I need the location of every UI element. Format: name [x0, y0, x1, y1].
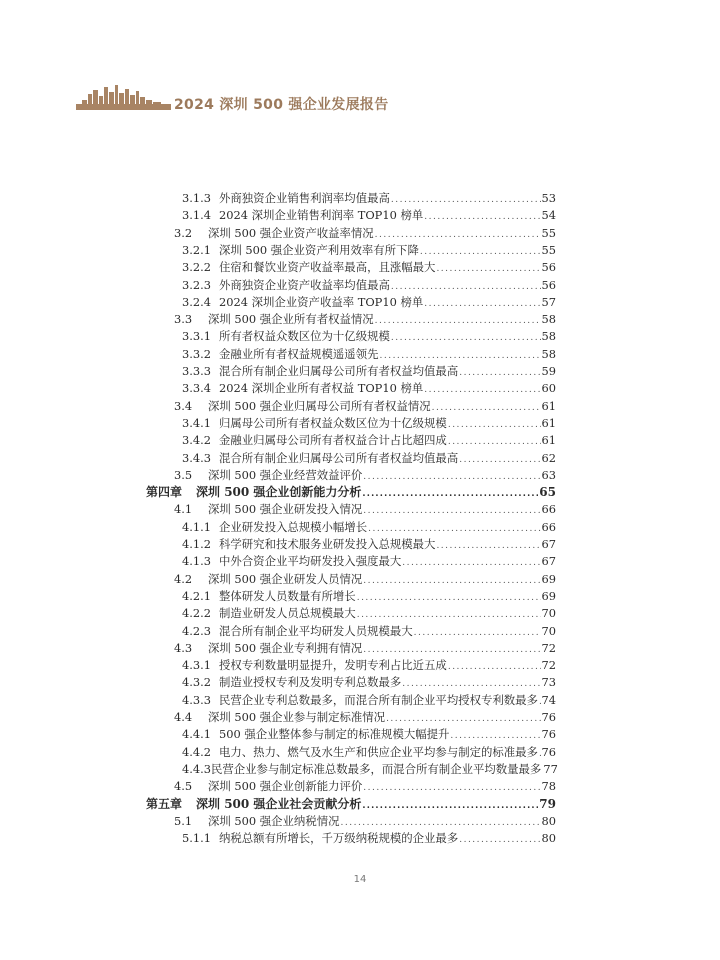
dot-leader	[432, 397, 541, 415]
dot-leader	[448, 656, 541, 674]
toc-number: 3.3.3	[182, 364, 211, 378]
toc-page-number: 66	[541, 519, 556, 534]
toc-number: 3.4	[174, 398, 193, 413]
toc-number: 3.1.3	[182, 191, 211, 205]
dot-leader	[402, 552, 540, 570]
toc-page-number: 67	[541, 554, 556, 569]
toc-title: 深圳 500 强企业研发人员情况	[208, 571, 363, 586]
toc-page-number: 55	[541, 225, 556, 240]
toc-subsection-entry[interactable]	[182, 604, 556, 622]
toc-page-number: 73	[541, 675, 556, 690]
dot-leader	[436, 258, 540, 276]
toc-subsection-entry[interactable]	[182, 691, 556, 709]
toc-number: 3.3.2	[182, 346, 211, 361]
toc-number: 4.4	[174, 710, 193, 724]
toc-number: 3.2.2	[182, 260, 211, 275]
toc-subsection-entry[interactable]	[182, 552, 556, 570]
toc-page-number: 54	[541, 208, 556, 223]
toc-page-number: 67	[541, 537, 556, 551]
toc-title: 住宿和餐饮业资产收益率最高，且涨幅最大	[219, 260, 436, 275]
toc-subsection-entry[interactable]	[182, 362, 556, 380]
toc-subsection-entry[interactable]	[182, 760, 556, 778]
toc-section-entry[interactable]	[174, 310, 556, 328]
toc-title: 所有者权益众数区位为十亿级规模	[219, 329, 390, 344]
toc-page-number: 65	[539, 485, 556, 500]
toc-title: 500 强企业整体参与制定的标准规模大幅提升	[219, 727, 450, 742]
dot-leader	[448, 431, 541, 449]
toc-page-number: 59	[541, 364, 556, 378]
toc-subsection-entry[interactable]	[182, 535, 556, 553]
dot-leader	[424, 293, 540, 311]
toc-number: 4.4.1	[182, 727, 211, 742]
toc-number: 3.5	[174, 467, 193, 482]
page-header	[0, 0, 720, 120]
toc-section-entry[interactable]	[174, 812, 556, 830]
toc-page-number: 61	[541, 433, 556, 448]
toc-subsection-entry[interactable]	[182, 414, 556, 432]
toc-page-number: 72	[541, 658, 556, 673]
dot-leader	[459, 829, 540, 847]
dot-leader	[363, 570, 540, 588]
toc-page-number: 69	[541, 588, 556, 603]
toc-page-number: 56	[541, 277, 556, 292]
toc-title: 归属母公司所有者权益众数区位为十亿级规模	[219, 415, 447, 430]
toc-page-number: 76	[541, 710, 556, 724]
dot-leader	[459, 362, 540, 380]
toc-title: 深圳 500 强企业归属母公司所有者权益情况	[208, 398, 431, 413]
toc-subsection-entry[interactable]	[182, 189, 556, 207]
dot-leader	[375, 224, 541, 242]
toc-subsection-entry[interactable]	[182, 293, 556, 311]
dot-leader	[362, 483, 538, 501]
dot-leader	[391, 276, 541, 294]
toc-section-entry[interactable]	[174, 397, 556, 415]
toc-number: 4.3.3	[182, 692, 211, 707]
toc-title: 混合所有制企业归属母公司所有者权益均值最高	[219, 450, 459, 465]
toc-title: 民营企业专利总数最多，而混合所有制企业平均授权专利数最多	[219, 692, 538, 707]
page-number: 14	[353, 874, 367, 885]
toc-number: 4.3.1	[182, 658, 211, 673]
toc-title: 外商独资企业销售利润率均值最高	[219, 191, 390, 205]
dot-leader	[391, 327, 541, 345]
toc-page-number: 76	[541, 727, 556, 742]
dot-leader	[363, 639, 540, 657]
city-skyline-logo	[76, 84, 171, 110]
toc-page-number: 62	[541, 450, 556, 465]
toc-page-number: 58	[541, 312, 556, 327]
toc-title: 深圳 500 强企业纳税情况	[208, 813, 340, 828]
dot-leader	[539, 691, 541, 709]
toc-page-number: 78	[541, 779, 556, 794]
toc-number: 第五章	[146, 796, 183, 811]
dot-leader	[357, 604, 541, 622]
toc-page-number: 66	[541, 502, 556, 517]
toc-section-entry[interactable]	[174, 224, 556, 242]
toc-title: 整体研发人员数量有所增长	[219, 588, 356, 603]
toc-number: 4.4.3	[182, 761, 211, 776]
toc-subsection-entry[interactable]	[182, 673, 556, 691]
toc-subsection-entry[interactable]	[182, 829, 556, 847]
toc-subsection-entry[interactable]	[182, 241, 556, 259]
toc-title: 混合所有制企业平均研发人员规模最大	[219, 623, 413, 638]
dot-leader	[424, 379, 540, 397]
toc-subsection-entry[interactable]	[182, 258, 556, 276]
toc-title: 混合所有制企业归属母公司所有者权益均值最高	[219, 364, 459, 378]
toc-subsection-entry[interactable]	[182, 379, 556, 397]
toc-page-number: 53	[541, 191, 556, 205]
toc-title: 深圳 500 强企业研发投入情况	[208, 502, 363, 517]
toc-title: 制造业授权专利及发明专利总数最多	[219, 675, 402, 690]
dot-leader	[386, 708, 540, 726]
toc-number: 3.2	[174, 225, 193, 240]
toc-title: 纳税总额有所增长，千万级纳税规模的企业最多	[219, 831, 459, 846]
dot-leader	[375, 310, 541, 328]
toc-number: 4.3.2	[182, 675, 211, 690]
toc-title: 授权专利数量明显提升，发明专利占比近五成	[219, 658, 447, 673]
toc-number: 4.1.3	[182, 554, 211, 569]
dot-leader	[436, 535, 540, 553]
toc-title: 2024 深圳企业所有者权益 TOP10 榜单	[219, 381, 424, 396]
toc-page-number: 79	[539, 796, 556, 811]
toc-title: 金融业归属母公司所有者权益合计占比超四成	[219, 433, 447, 448]
toc-number: 4.2.3	[182, 623, 211, 638]
toc-number: 3.2.1	[182, 242, 211, 257]
dot-leader	[414, 622, 541, 640]
toc-subsection-entry[interactable]	[182, 327, 556, 345]
toc-title: 深圳 500 强企业创新能力分析	[196, 485, 362, 500]
toc-number: 4.1	[174, 502, 193, 517]
dot-leader	[459, 449, 540, 467]
toc-chapter-entry[interactable]	[146, 483, 556, 501]
toc-number: 5.1	[174, 813, 193, 828]
dot-leader	[391, 189, 541, 207]
toc-subsection-entry[interactable]	[182, 622, 556, 640]
toc-page-number: 80	[541, 831, 556, 846]
toc-page-number: 61	[541, 398, 556, 413]
toc-title: 深圳 500 强企业所有者权益情况	[208, 312, 374, 327]
toc-section-entry[interactable]	[174, 777, 556, 795]
toc-section-entry[interactable]	[174, 500, 556, 518]
report-title: 2024 深圳 500 强企业发展报告	[174, 97, 389, 113]
toc-subsection-entry[interactable]	[182, 276, 556, 294]
toc-subsection-entry[interactable]	[182, 449, 556, 467]
toc-page-number: 63	[541, 467, 556, 482]
toc-title: 2024 深圳企业资产收益率 TOP10 榜单	[219, 294, 424, 309]
toc-number: 3.1.4	[182, 208, 211, 223]
toc-page-number: 74	[541, 692, 556, 707]
toc-section-entry[interactable]	[174, 466, 556, 484]
toc-subsection-entry[interactable]	[182, 725, 556, 743]
toc-section-entry[interactable]	[174, 639, 556, 657]
toc-number: 3.2.3	[182, 277, 211, 292]
toc-subsection-entry[interactable]	[182, 518, 556, 536]
toc-title: 民营企业参与制定标准总数最多，而混合所有制企业平均数量最多	[210, 761, 542, 776]
toc-number: 第四章	[146, 485, 183, 500]
toc-page-number: 80	[541, 813, 556, 828]
toc-title: 深圳 500 强企业经营效益评价	[208, 467, 363, 482]
toc-title: 深圳 500 强企业参与制定标准情况	[208, 710, 386, 724]
toc-chapter-entry[interactable]	[146, 795, 556, 813]
toc-title: 企业研发投入总规模小幅增长	[219, 519, 368, 534]
dot-leader	[420, 241, 541, 259]
toc-number: 5.1.1	[182, 831, 211, 846]
toc-page-number: 60	[541, 381, 556, 396]
dot-leader	[450, 725, 540, 743]
dot-leader	[539, 743, 541, 761]
toc-page-number: 77	[543, 761, 558, 776]
toc-number: 3.4.3	[182, 450, 211, 465]
toc-number: 4.5	[174, 779, 193, 794]
toc-number: 4.1.1	[182, 519, 211, 534]
toc-title: 制造业研发人员总规模最大	[219, 606, 356, 621]
toc-subsection-entry[interactable]	[182, 345, 556, 363]
dot-leader	[363, 777, 540, 795]
toc-page-number: 56	[541, 260, 556, 275]
toc-title: 深圳 500 强企业资产利用效率有所下降	[219, 242, 419, 257]
toc-number: 4.2	[174, 571, 193, 586]
dot-leader	[357, 587, 541, 605]
toc-subsection-entry[interactable]	[182, 431, 556, 449]
toc-page-number: 58	[541, 346, 556, 361]
toc-subsection-entry[interactable]	[182, 587, 556, 605]
toc-title: 金融业所有者权益规模遥遥领先	[219, 346, 379, 361]
toc-section-entry[interactable]	[174, 708, 556, 726]
toc-title: 深圳 500 强企业资产收益率情况	[208, 225, 374, 240]
toc-page-number: 76	[541, 744, 556, 759]
toc-title: 外商独资企业资产收益率均值最高	[219, 277, 390, 292]
dot-leader	[379, 345, 540, 363]
toc-page-number: 72	[541, 640, 556, 655]
toc-number: 4.4.2	[182, 744, 211, 759]
toc-page-number: 69	[541, 571, 556, 586]
dot-leader	[424, 206, 540, 224]
toc-page-number: 55	[541, 242, 556, 257]
toc-page-number: 58	[541, 329, 556, 344]
dot-leader	[341, 812, 541, 830]
toc-number: 3.3.4	[182, 381, 211, 396]
dot-leader	[362, 795, 538, 813]
toc-section-entry[interactable]	[174, 570, 556, 588]
toc-title: 深圳 500 强企业创新能力评价	[208, 779, 363, 794]
toc-number: 4.2.2	[182, 606, 211, 621]
toc-number: 3.4.2	[182, 433, 211, 448]
dot-leader	[363, 466, 540, 484]
toc-number: 4.2.1	[182, 588, 211, 603]
toc-number: 4.1.2	[182, 537, 211, 551]
toc-number: 3.3.1	[182, 329, 211, 344]
dot-leader	[448, 414, 541, 432]
dot-leader	[402, 673, 540, 691]
toc-title: 中外合资企业平均研发投入强度最大	[219, 554, 402, 569]
toc-number: 4.3	[174, 640, 193, 655]
toc-page-number: 57	[541, 294, 556, 309]
toc-page-number: 70	[541, 623, 556, 638]
toc-number: 3.2.4	[182, 294, 211, 309]
toc-subsection-entry[interactable]	[182, 743, 556, 761]
dot-leader	[363, 500, 540, 518]
toc-number: 3.4.1	[182, 415, 211, 430]
toc-title: 2024 深圳企业销售利润率 TOP10 榜单	[219, 208, 424, 223]
toc-subsection-entry[interactable]	[182, 206, 556, 224]
toc-subsection-entry[interactable]	[182, 656, 556, 674]
toc-page-number: 70	[541, 606, 556, 621]
toc-title: 深圳 500 强企业专利拥有情况	[208, 640, 363, 655]
toc-number: 3.3	[174, 312, 193, 327]
toc-title: 科学研究和技术服务业研发投入总规模最大	[219, 537, 436, 551]
dot-leader	[368, 518, 540, 536]
toc-title: 电力、热力、燃气及水生产和供应企业平均参与制定的标准最多	[219, 744, 538, 759]
toc-page-number: 61	[541, 415, 556, 430]
toc-title: 深圳 500 强企业社会贡献分析	[196, 796, 362, 811]
